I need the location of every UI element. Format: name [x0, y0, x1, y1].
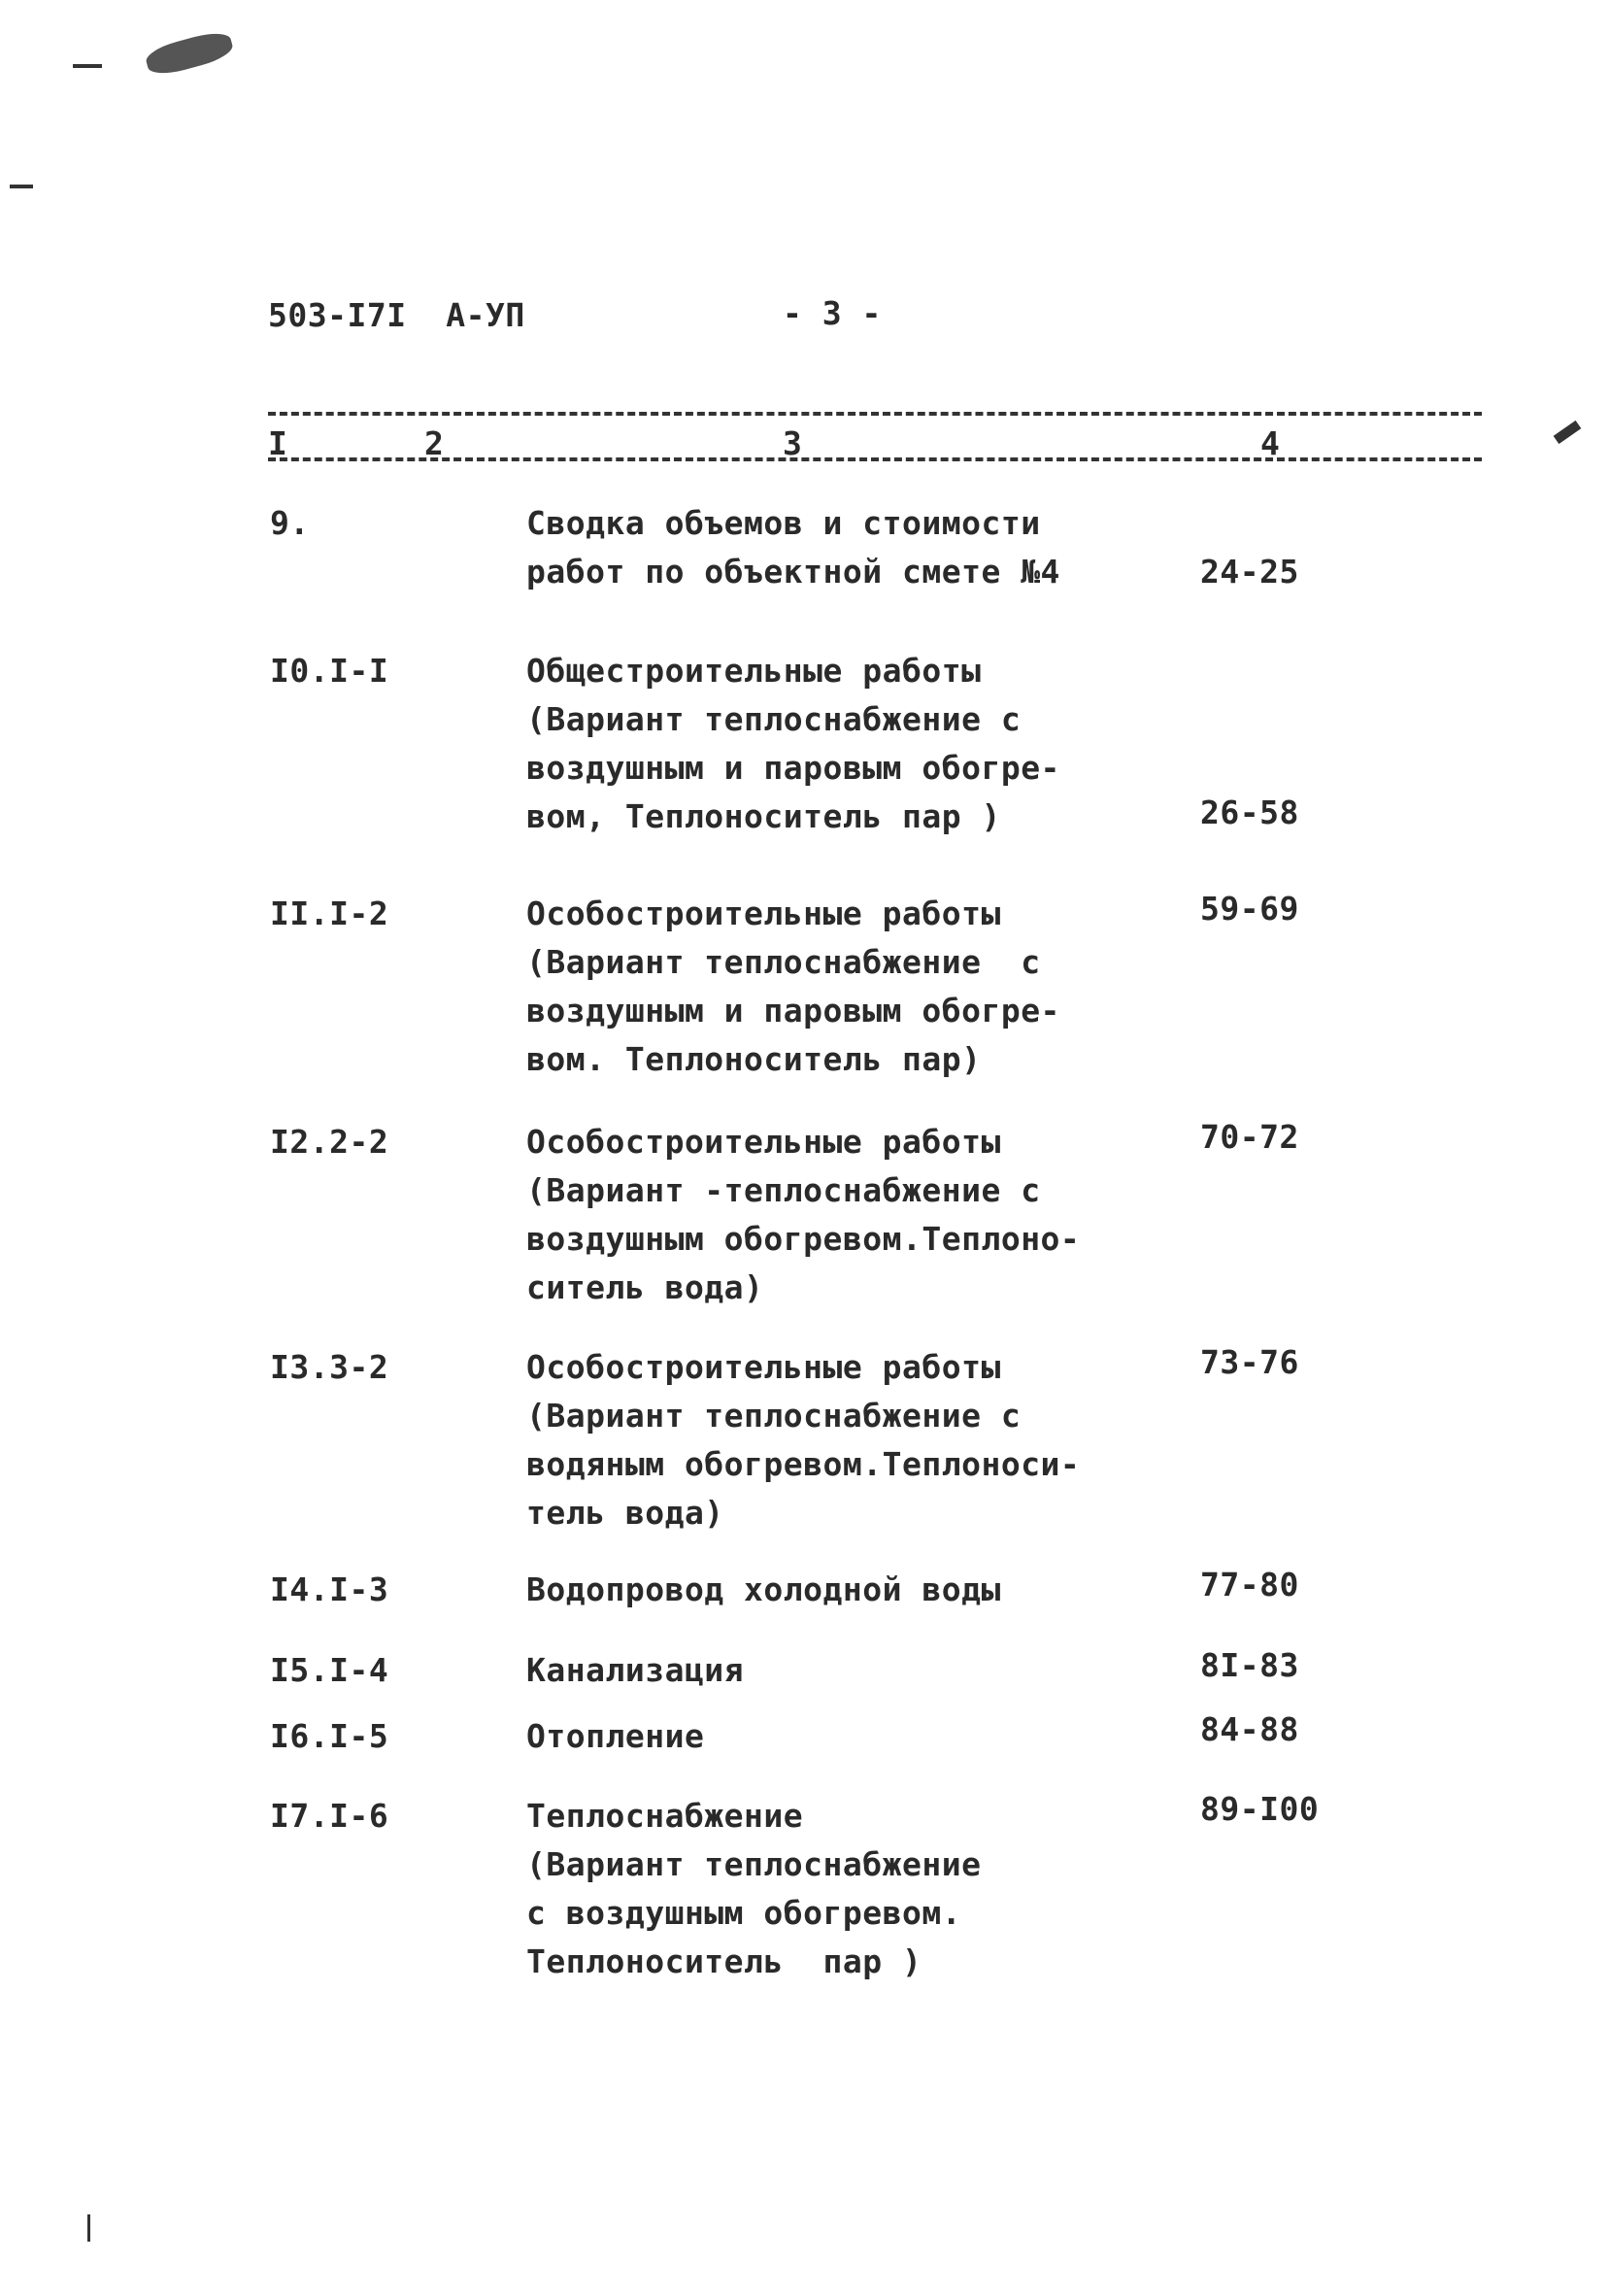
- row-number: I7.I-6: [270, 1797, 389, 1835]
- row-description: Особостроительные работы (Вариант -теплоснабжение с воздушным обогревом.Теплоно- ситель вода): [526, 1123, 1081, 1306]
- row-description: Сводка объемов и стоимости работ по объектной смете №4: [526, 504, 1060, 591]
- row-number: 9.: [270, 504, 310, 542]
- row-number: I3.3-2: [270, 1348, 389, 1386]
- scan-smudge: [144, 28, 236, 79]
- scan-smudge: [87, 2214, 90, 2242]
- page-number: - 3 -: [783, 294, 882, 332]
- scan-smudge: [73, 64, 102, 68]
- column-header-2: 2: [424, 424, 445, 462]
- row-description: Теплоснабжение (Вариант теплоснабжение с воздушным обогревом. Теплоноситель пар ): [526, 1797, 982, 1980]
- scan-smudge: [10, 185, 33, 188]
- row-number: I2.2-2: [270, 1123, 389, 1161]
- row-pages: 26-58: [1200, 793, 1299, 831]
- row-description: Водопровод холодной воды: [526, 1570, 1001, 1608]
- scan-smudge: [1554, 421, 1582, 444]
- row-description: Канализация: [526, 1651, 745, 1689]
- table-header-top-rule: [268, 412, 1482, 416]
- row-pages: 73-76: [1200, 1343, 1299, 1381]
- column-header-3: 3: [783, 424, 803, 462]
- row-number: I0.I-I: [270, 652, 389, 690]
- row-pages: 84-88: [1200, 1710, 1299, 1748]
- row-number: II.I-2: [270, 895, 389, 932]
- row-number: I4.I-3: [270, 1570, 389, 1608]
- row-pages: 89-I00: [1200, 1790, 1320, 1828]
- row-description: Общестроительные работы (Вариант теплоснабжение с воздушным и паровым обогре- вом, Теплоноситель пар ): [526, 652, 1060, 835]
- row-description: Особостроительные работы (Вариант теплоснабжение с водяным обогревом.Теплоноси- тель вода): [526, 1348, 1081, 1532]
- row-description: Особостроительные работы (Вариант теплоснабжение с воздушным и паровым обогре- вом. Теплоноситель пар): [526, 895, 1060, 1078]
- row-pages: 8I-83: [1200, 1646, 1299, 1684]
- table-header-bottom-rule: [268, 457, 1482, 461]
- row-pages: 24-25: [1200, 553, 1299, 591]
- row-description: Отопление: [526, 1717, 705, 1755]
- column-header-1: I: [268, 424, 288, 462]
- row-pages: 59-69: [1200, 890, 1299, 928]
- row-number: I6.I-5: [270, 1717, 389, 1755]
- row-pages: 77-80: [1200, 1566, 1299, 1604]
- row-number: I5.I-4: [270, 1651, 389, 1689]
- row-pages: 70-72: [1200, 1118, 1299, 1156]
- column-header-4: 4: [1260, 424, 1281, 462]
- document-code: 503-I7I А-УП: [268, 296, 525, 334]
